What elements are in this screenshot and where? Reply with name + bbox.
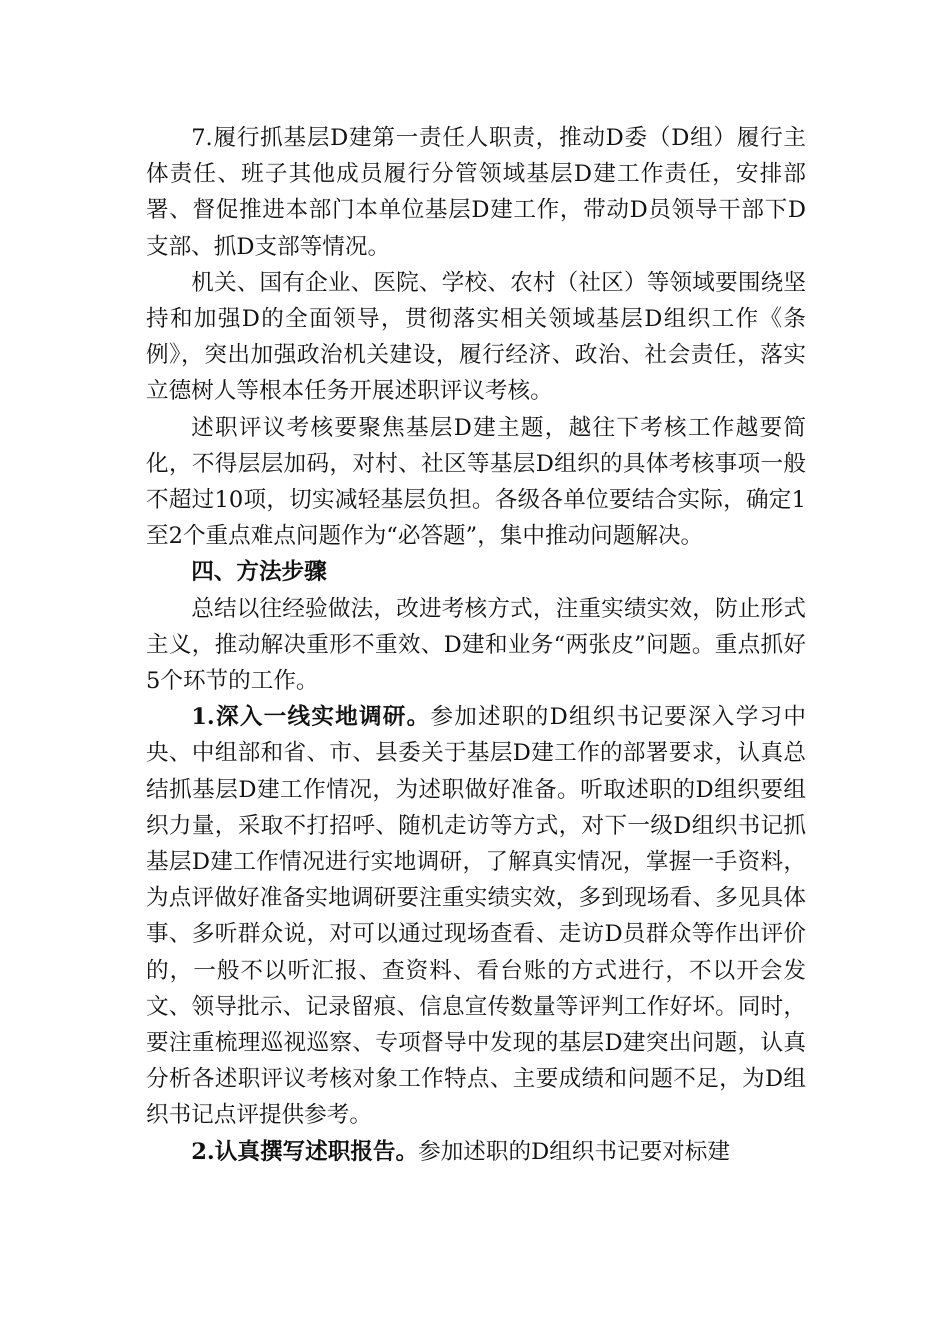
document-page — [146, 120, 806, 1170]
step-2-body: 参加述职的D组织书记要对标建 — [418, 1138, 730, 1165]
paragraph-item-7: 7.履行抓基层D建第一责任人职责，推动D委（D组）履行主体责任、班子其他成员履行分管领域基层D建工作责任，安排部署、督促推进本部门本单位基层D建工作，带动D员领导干部下D支部、抓D支部等情况。 — [146, 125, 806, 260]
paragraph-step-1 — [146, 699, 806, 1133]
step-2-title: 2.认真撰写述职报告。 — [191, 1138, 419, 1165]
step-1-body: 参加述职的D组织书记要深入学习中央、中组部和省、市、县委关于基层D建工作的部署要求，认真总结抓基层D建工作情况，为述职做好准备。听取述职的D组织要组织力量，采取不打招呼、随机走访等方式，对下一级D组织书记抓基层D建工作情况进行实地调研，了解真实情况，掌握一手资料，为点评做好准备实地调研要注重实绩实效，多到现场看、多见具体事、多听群众说，对可以通过现场查看、走访D员群众等作出评价的，一般不以听汇报、查资料、看台账的方式进行，不以开会发文、领导批示、记录留痕、信息宣传数量等评判工作好坏。同时，要注重梳理巡视巡察、专项督导中发现的基层D建突出问题，认真分析各述职评议考核对象工作特点、主要成绩和问题不足，为D组织书记点评提供参考。 — [146, 704, 806, 1129]
paragraph-methods-intro: 总结以往经验做法，改进考核方式，注重实绩实效，防止形式主义，推动解决重形不重效、D建和业务“两张皮”问题。重点抓好5个环节的工作。 — [146, 595, 806, 695]
paragraph-assessment-focus: 述职评议考核要聚焦基层D建主题，越往下考核工作越要简化，不得层层加码，对村、社区等基层D组织的具体考核事项一般不超过10项，切实减轻基层负担。各级各单位要结合实际，确定1至2个重点难点问题作为“必答题”，集中推动问题解决。 — [146, 414, 806, 550]
step-1-title: 1.深入一线实地调研。 — [191, 704, 431, 731]
section-heading-methods: 四、方法步骤 — [191, 559, 327, 586]
paragraph-fields: 机关、国有企业、医院、学校、农村（社区）等领域要围绕坚持和加强D的全面领导，贯彻落实相关领域基层D组织工作《条例》，突出加强政治机关建设，履行经济、政治、社会责任，落实立德树人等根本任务开展述职评议考核。 — [146, 269, 806, 405]
paragraph-step-2 — [146, 1134, 806, 1170]
